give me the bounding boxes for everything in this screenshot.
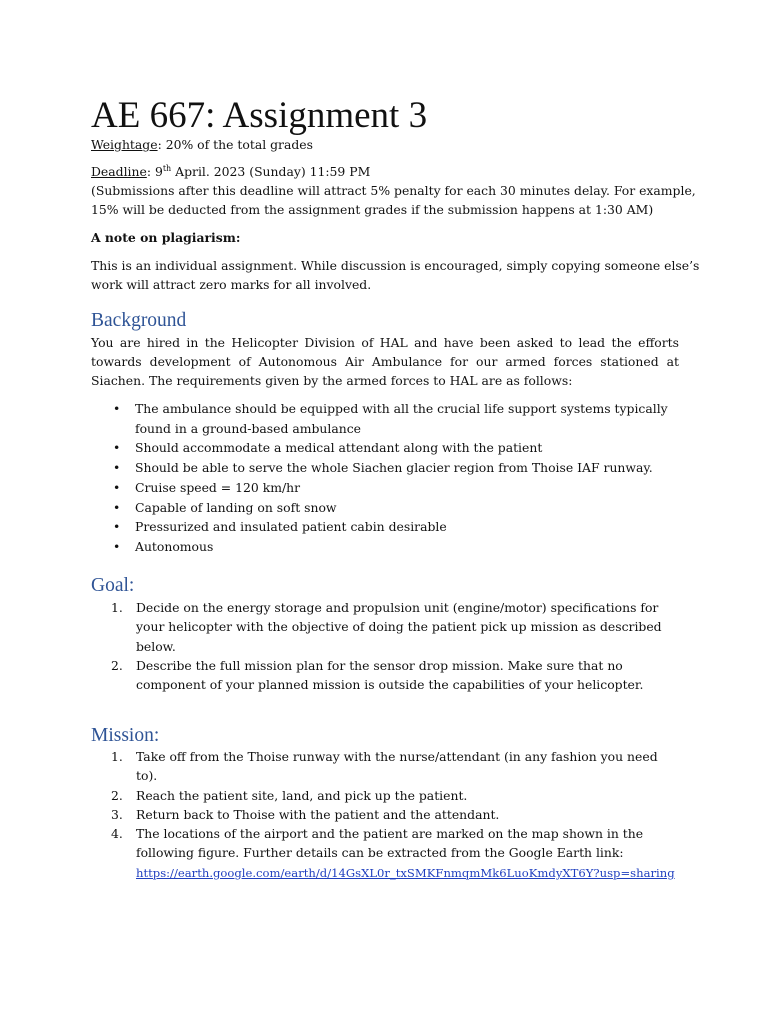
- goal-text: Decide on the energy storage and propulsion unit (engine/motor) specifications for your helicopter with the objective of doing the patient pick up mission as described below.: [136, 600, 662, 654]
- mission-item: [91, 747, 679, 786]
- bullet-symbol: •: [113, 401, 121, 416]
- mission-item: [91, 805, 679, 824]
- plagiarism-line2: work will attract zero marks for all involved.: [91, 277, 372, 292]
- plagiarism-line1: This is an individual assignment. While discussion is encouraged, simply copying someone else’s: [91, 258, 700, 273]
- goal-number: 1.: [111, 600, 123, 615]
- bullet-symbol: •: [113, 460, 121, 476]
- plagiarism-heading: A note on plagiarism:: [91, 230, 241, 245]
- deadline-label: Deadline: [91, 164, 147, 179]
- deadline-note-line1: (Submissions after this deadline will attract 5% penalty for each 30 minutes delay. For example,: [91, 183, 696, 198]
- requirement-item: [91, 438, 679, 458]
- background-heading: Background: [91, 310, 187, 331]
- mission-number: 1.: [111, 749, 123, 764]
- weightage-sep: :: [157, 137, 166, 152]
- page-title: AE 667: Assignment 3: [91, 95, 428, 136]
- requirement-item: [91, 399, 679, 438]
- requirement-item: [91, 498, 679, 518]
- deadline-note-line2: 15% will be deducted from the assignment grades if the submission happens at 1:30 AM): [91, 202, 654, 217]
- goal-list-block: [91, 598, 679, 694]
- mission-number: 4.: [111, 826, 123, 842]
- requirement-item: [91, 537, 679, 557]
- background-paragraph-block: [91, 333, 679, 390]
- requirement-text: Pressurized and insulated patient cabin desirable: [135, 519, 447, 535]
- requirement-item: [91, 478, 679, 498]
- bullet-symbol: •: [113, 440, 121, 456]
- bullet-symbol: •: [113, 538, 121, 554]
- mission-number: 3.: [111, 806, 123, 822]
- requirement-text: Autonomous: [135, 538, 214, 554]
- mission-text: Reach the patient site, land, and pick up the patient.: [136, 787, 468, 803]
- goal-number: 2.: [111, 657, 123, 673]
- requirement-text: Cruise speed = 120 km/hr: [135, 479, 301, 495]
- requirements-list-block: [91, 399, 679, 557]
- weightage-line: [91, 135, 679, 154]
- deadline-day-suffix: th: [162, 163, 172, 173]
- mission-item: [91, 824, 679, 883]
- goal-list: [91, 598, 679, 694]
- requirement-item: [91, 517, 679, 537]
- mission-number: 2.: [111, 787, 123, 803]
- deadline-sep: :: [146, 164, 155, 179]
- goal-heading: Goal:: [91, 575, 135, 596]
- mission-text: Take off from the Thoise runway with the nurse/attendant (in any fashion you need to).: [136, 749, 658, 784]
- goal-item: [91, 598, 679, 656]
- requirements-list: [91, 399, 679, 557]
- requirement-text: Should be able to serve the whole Siachen glacier region from Thoise IAF runway.: [135, 460, 653, 476]
- mission-heading: Mission:: [91, 725, 160, 746]
- google-earth-link[interactable]: https://earth.google.com/earth/d/14GsXL0r_txSMKFnmqmMk6LuoKmdyXT6Y?usp=sharing: [136, 865, 675, 880]
- bullet-symbol: •: [113, 479, 121, 495]
- mission-list-block: [91, 747, 679, 883]
- mission-item: [91, 786, 679, 805]
- deadline-day: 9: [154, 164, 163, 179]
- requirement-item: [91, 458, 679, 478]
- weightage-value: 20% of the total grades: [165, 137, 313, 152]
- mission-text: Return back to Thoise with the patient and the attendant.: [136, 806, 500, 822]
- goal-item: [91, 656, 679, 695]
- requirement-text: The ambulance should be equipped with all the crucial life support systems typically found in a ground-based ambulance: [135, 401, 668, 436]
- requirement-text: Capable of landing on soft snow: [135, 499, 337, 515]
- deadline-line: [91, 162, 679, 181]
- weightage-label: Weightage: [91, 137, 158, 152]
- bullet-symbol: •: [113, 519, 121, 535]
- background-paragraph: You are hired in the Helicopter Division of HAL and have been asked to lead the efforts towards development of Autonomous Air Ambulance for our armed forces stationed at Siachen. The requirements given by the armed forces to HAL are as follows:: [91, 335, 679, 388]
- deadline-rest: April. 2023 (Sunday) 11:59 PM: [171, 164, 371, 179]
- goal-text: Describe the full mission plan for the sensor drop mission. Make sure that no component of your planned mission is outside the capabilities of your helicopter.: [136, 657, 644, 693]
- requirement-text: Should accommodate a medical attendant along with the patient: [135, 440, 543, 456]
- mission-text: The locations of the airport and the patient are marked on the map shown in the following figure. Further details can be extracted from the Google Earth link:: [136, 826, 644, 861]
- mission-list: [91, 747, 679, 883]
- bullet-symbol: •: [113, 499, 121, 515]
